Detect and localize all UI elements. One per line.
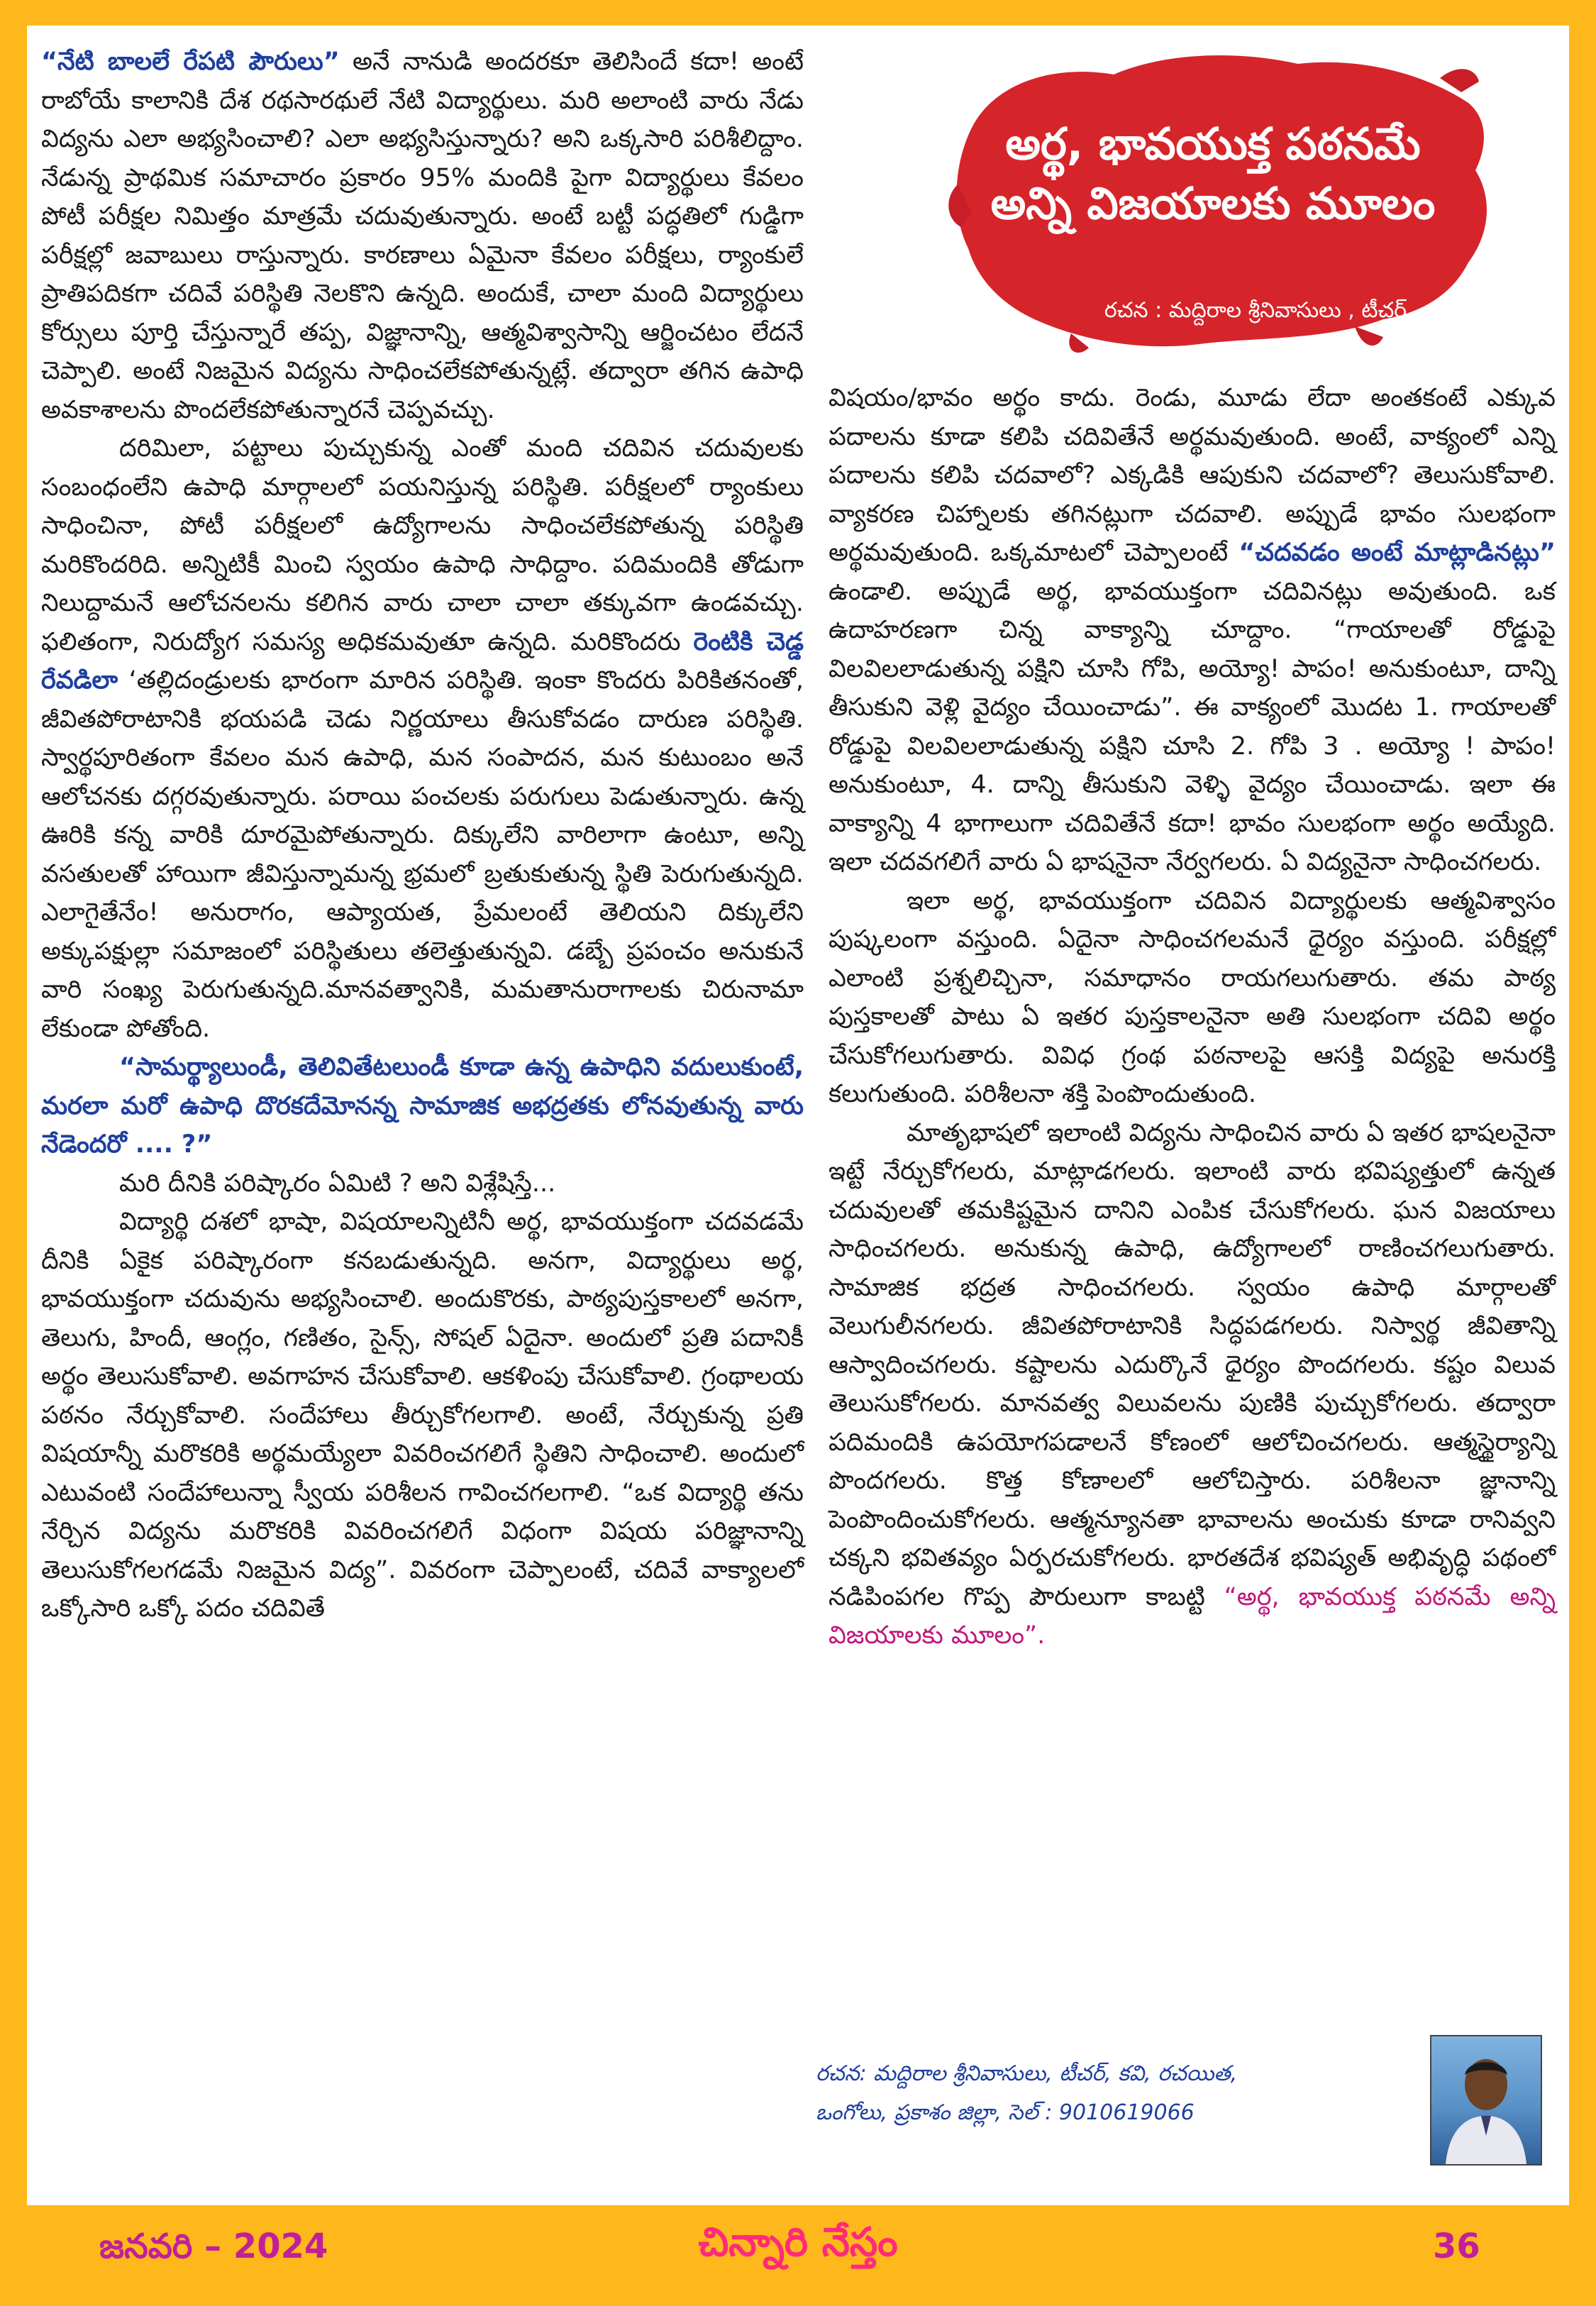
- title-splash: [929, 35, 1497, 362]
- paragraph-benefits: [829, 1114, 1556, 1655]
- paragraph-question: మరి దీనికి పరిష్కారం ఏమిటి ? అని విశ్లేషిస్తే...: [119, 1169, 556, 1198]
- reading-method-text-continued: ఉండాలి. అప్పుడే అర్థ, భావయుక్తంగా చదివినట్లు అవుతుంది. ఒక ఉదాహరణగా చిన్న వాక్యాన్ని చూద్దాం. “గాయాలతో రోడ్డుపై విలవిలలాడుతున్న పక్షిని చూసి గోపి, అయ్యో! పాపం! అనుకుంటూ, దాన్ని తీసుకుని వెళ్లి వైద్యం చేయించాడు”. ఈ వాక్యంలో మొదట 1. గాయాలతో రోడ్డుపై విలవిలలాడుతున్న పక్షిని చూసి 2. గోపి 3 . అయ్యో ! పాపం! అనుకుంటూ, 4. దాన్ని తీసుకుని వెళ్ళి వైద్యం చేయించాడు. ఇలా ఈ వాక్యాన్ని 4 భాగాలుగా చదివితేనే కదా! భావం సులభంగా అర్థం అయ్యేది. ఇలా చదవగలిగే వారు ఏ భాషనైనా నేర్వగలరు. ఏ విద్యనైనా సాధించగలరు.: [829, 577, 1556, 876]
- situation-text: దరిమిలా, పట్టాలు పుచ్చుకున్న ఎంతో మంది చదివిన చదువులకు సంబంధంలేని ఉపాధి మార్గాలలో పయనిస్తున్న పరిస్థితి. పరీక్షలలో ర్యాంకులు సాధించినా, పోటీ పరీక్షలలో ఉద్యోగాలను సాధించలేకపోతున్న పరిస్థితి మరికొందరిది. అన్నిటికీ మించి స్వయం ఉపాధి సాధిద్దాం. పదిమందికి తోడుగా నిలుద్దామనే ఆలోచనలను కలిగిన వారు చాలా చాలా తక్కువగా ఉండవచ్చు. ఫలితంగా, నిరుద్యోగ సమస్య అధికమవుతూ ఉన్నది. మరికొందరు: [41, 434, 804, 656]
- intro-text: అనే నానుడి అందరకూ తెలిసిందే కదా! అంటే రాబోయే కాలానికి దేశ రథసారథులే నేటి విద్యార్థులు. మరి అలాంటి వారు నేడు విద్యను ఎలా అభ్యసించాలి? ఎలా అభ్యసిస్తున్నారు? అని ఒక్కసారి పరిశీలిద్దాం. నేడున్న ప్రాథమిక సమాచారం ప్రకారం 95% మందికి పైగా విద్యార్థులు కేవలం పోటీ పరీక్షల నిమిత్తం మాత్రమే చదువుతున్నారు. అంటే బట్టీ పద్ధతిలో గుడ్డిగా పరీక్షల్లో జవాబులు రాస్తున్నారు. కారణాలు ఏమైనా కేవలం పరీక్షలు, ర్యాంకులే ప్రాతిపదికగా చదివే పరిస్థితి నెలకొని ఉన్నది. అందుకే, చాలా మంది విద్యార్థులు కోర్సులు పూర్తి చేస్తున్నారే తప్ప, విజ్ఞానాన్ని, ఆత్మవిశ్వాసాన్ని ఆర్జించటం లేదనే చెప్పాలి. అంటే నిజమైన విద్యను సాధించలేకపోతున్నట్లే. తద్వారా తగిన ఉపాధి అవకాశాలను పొందలేకపోతున్నారనే చెప్పవచ్చు.: [41, 48, 804, 424]
- article-left-column: [41, 43, 804, 1628]
- footer-magazine-name: చిన్నారి నేస్తం: [698, 2219, 898, 2266]
- author-portrait-icon: [1431, 2036, 1541, 2164]
- situation-text-continued: ‘తల్లిదండ్రులకు భారంగా మారిన పరిస్థితి. ఇంకా కొందరు పిరికితనంతో, జీవితపోరాటానికి భయపడి చెడు నిర్ణయాలు తీసుకోవడం దారుణ పరిస్థితి. స్వార్థపూరితంగా కేవలం మన ఉపాధి, మన సంపాదన, మన కుటుంబం అనే ఆలోచనకు దగ్గరవుతున్నారు. పరాయి పంచలకు పరుగులు పెడుతున్నారు. ఉన్న ఊరికి కన్న వారికి దూరమైపోతున్నారు. దిక్కులేని వారిలాగా ఉంటూ, అన్ని వసతులతో హాయిగా జీవిస్తున్నామన్న భ్రమలో బ్రతుకుతున్న స్థితి పెరుగుతున్నది. ఎలాగైతేనేం! అనురాగం, ఆప్యాయత, ప్రేమలంటే తెలియని దిక్కులేని అక్కుపక్షుల్లా సమాజంలో పరిస్థితులు తలెత్తుతున్నవి. డబ్బే ప్రపంచం అనుకునే వారి సంఖ్య పెరుగుతున్నది.మానవత్వానికి, మమతానురాగాలకు చిరునామా లేకుండా పోతోంది.: [41, 666, 804, 1043]
- article-right-column: [829, 379, 1556, 1655]
- article-byline: రచన : మద్దిరాల శ్రీనివాసులు , టీచర్: [1104, 298, 1407, 323]
- article-title-line2: అన్ని విజయాలకు మూలం: [990, 177, 1436, 229]
- opening-quote: “నేటి బాలలే రేపటి పౌరులు”: [41, 48, 340, 76]
- article-title-line1: అర్థ, భావయుక్త పఠనమే: [1005, 118, 1421, 170]
- footer-date: జనవరి – 2024: [99, 2227, 328, 2266]
- reading-highlight: “చదవడం అంటే మాట్లాడినట్లు”: [1238, 539, 1556, 567]
- pull-quote: “సామర్థ్యాలుండీ, తెలివితేటలుండీ కూడా ఉన్న ఉపాధిని వదులుకుంటే, మరలా మరో ఉపాధి దొరకదేమోనన్న సామాజిక అభద్రతకు లోనవుతున్న వారు నేడెందరో .... ?”: [41, 1053, 804, 1159]
- paragraph-situation: [41, 429, 804, 1048]
- footer-page-number: 36: [1433, 2227, 1480, 2266]
- paragraph-confidence: ఇలా అర్థ, భావయుక్తంగా చదివిన విద్యార్థులకు ఆత్మవిశ్వాసం పుష్కలంగా వస్తుంది. ఏదైనా సాధించగలమనే ధైర్యం వస్తుంది. పరీక్షల్లో ఎలాంటి ప్రశ్నలిచ్చినా, సమాధానం రాయగలుగుతారు. తమ పాఠ్య పుస్తకాలతో పాటు ఏ ఇతర పుస్తకాలనైనా అతి సులభంగా చదివి అర్థం చేసుకోగలుగుతారు. వివిధ గ్రంథ పఠనాలపై ఆసక్తి విద్యపై అనురక్తి కలుగుతుంది. పరిశీలనా శక్తి పెంపొందుతుంది.: [829, 886, 1556, 1108]
- reading-method-text: విషయం/భావం అర్థం కాదు. రెండు, మూడు లేదా అంతకంటే ఎక్కువ పదాలను కూడా కలిపి చదివితేనే అర్థమవుతుంది. అంటే, వాక్యంలో ఎన్ని పదాలను కలిపి చదవాలో? ఎక్కడికి ఆపుకుని చదవాలో? తెలుసుకోవాలి. వ్యాకరణ చిహ్నాలకు తగినట్లుగా చదవాలి. అప్పుడే భావం సులభంగా అర్థమవుతుంది. ఒక్కమాటలో చెప్పాలంటే: [829, 384, 1556, 567]
- paragraph-intro: [41, 43, 804, 429]
- proverb-highlight: రెంటికి చెడ్డ రేవడిలా: [41, 627, 804, 695]
- author-credit-line2: ఒంగోలు, ప్రకాశం జిల్లా, సెల్ : 9010619066: [816, 2100, 1195, 2125]
- closing-quote: “అర్థ, భావయుక్త పఠనమే అన్ని విజయాలకు మూలం”.: [829, 1582, 1556, 1650]
- paragraph-reading-method: [829, 379, 1556, 882]
- benefits-text: మాతృభాషలో ఇలాంటి విద్యను సాధించిన వారు ఏ ఇతర భాషలనైనా ఇట్టే నేర్చుకోగలరు, మాట్లాడగలరు. ఇలాంటి వారు భవిష్యత్తులో ఉన్నత చదువులతో తమకిష్టమైన దానిని ఎంపిక చేసుకోగలరు. ఘన విజయాలు సాధించగలరు. అనుకున్న ఉపాధి, ఉద్యోగాలలో రాణించగలుగుతారు. సామాజిక భద్రత సాధించగలరు. స్వయం ఉపాధి మార్గాలతో వెలుగులీనగలరు. జీవితపోరాటానికి సిద్ధపడగలరు. నిస్వార్థ జీవితాన్ని ఆస్వాదించగలరు. కష్టాలను ఎదుర్కొనే ధైర్యం పొందగలరు. కష్టం విలువ తెలుసుకోగలరు. మానవత్వ విలువలను పుణికి పుచ్చుకోగలరు. తద్వారా పదిమందికి ఉపయోగపడాలనే కోణంలో ఆలోచించగలరు. ఆత్మస్థైర్యాన్ని పొందగలరు. కొత్త కోణాలలో ఆలోచిస్తారు. పరిశీలనా జ్ఞానాన్ని పెంపొందించుకోగలరు. ఆత్మన్యూనతా భావాలను అంచుకు కూడా రానివ్వని చక్కని భవితవ్యం ఏర్పరచుకోగలరు. భారతదేశ భవిష్యత్ అభివృద్ధి పథంలో నడిపింపగల గొప్ప పౌరులుగా కాబట్టి: [829, 1118, 1556, 1611]
- author-photo: [1430, 2035, 1542, 2166]
- paragraph-solution: విద్యార్థి దశలో భాషా, విషయాలన్నిటినీ అర్థ, భావయుక్తంగా చదవడమే దీనికి ఏకైక పరిష్కారంగా కనబడుతున్నది. అనగా, విద్యార్థులు అర్థ, భావయుక్తంగా చదువును అభ్యసించాలి. అందుకొరకు, పాఠ్యపుస్తకాలలో అనగా, తెలుగు, హిందీ, ఆంగ్లం, గణితం, సైన్స్, సోషల్ ఏదైనా. అందులో ప్రతి పదానికీ అర్థం తెలుసుకోవాలి. అవగాహన చేసుకోవాలి. ఆకళింపు చేసుకోవాలి. గ్రంథాలయ పఠనం నేర్చుకోవాలి. సందేహాలు తీర్చుకోగలగాలి. అంటే, నేర్చుకున్న ప్రతి విషయాన్నీ మరొకరికి అర్థమయ్యేలా వివరించగలిగే స్థితిని సాధించాలి. అందులో ఎటువంటి సందేహాలున్నా స్వీయ పరిశీలన గావించగలగాలి. “ఒక విద్యార్థి తను నేర్చిన విద్యను మరొకరికి వివరించగలిగే విధంగా విషయ పరిజ్ఞానాన్ని తెలుసుకోగలగడమే నిజమైన విద్య”. వివరంగా చెప్పాలంటే, చదివే వాక్యాలలో ఒక్కోసారి ఒక్కో పదం చదివితే: [41, 1208, 804, 1623]
- author-credit-line1: రచన: మద్దిరాల శ్రీనివాసులు, టీచర్, కవి, రచయిత,: [816, 2061, 1238, 2086]
